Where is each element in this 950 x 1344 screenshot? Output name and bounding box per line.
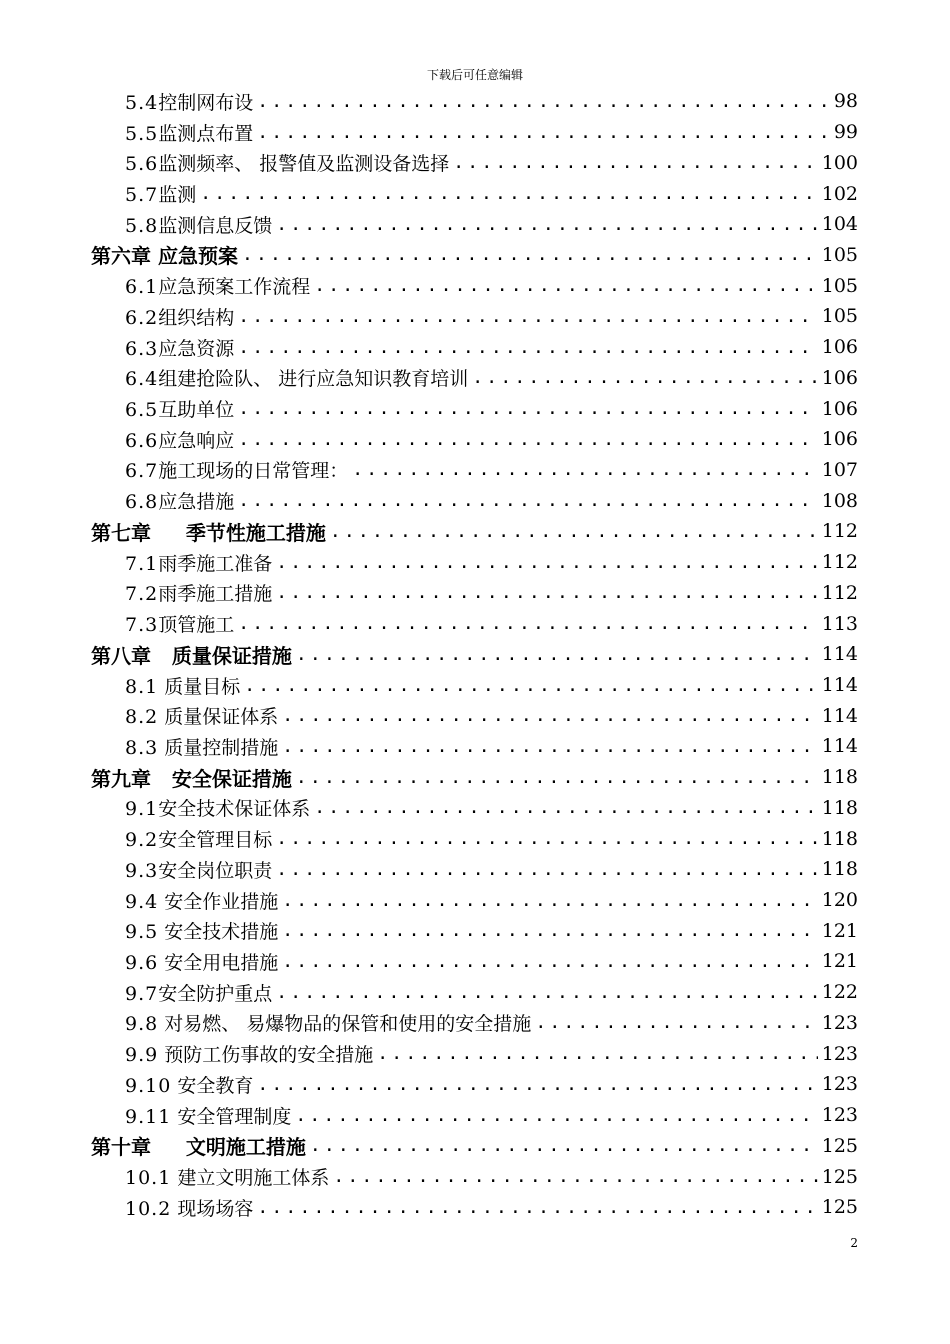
toc-dot-leader — [282, 920, 817, 941]
toc-entry-title — [91, 240, 238, 269]
toc-page-number: 121 — [821, 919, 858, 942]
toc-entry-number: 9.6 — [125, 951, 159, 974]
toc-page-number: 112 — [821, 520, 858, 543]
toc-section-entry[interactable] — [0, 915, 950, 946]
toc-entry-number: 5.4 — [125, 91, 159, 114]
toc-entry-title — [125, 119, 253, 146]
toc-entry-title — [125, 303, 234, 330]
toc-entry-title — [125, 1071, 253, 1098]
toc-entry-text: 质量目标 — [158, 675, 241, 698]
toc-entry-number: 第六章 — [91, 244, 151, 269]
toc-entry-number: 6.8 — [125, 491, 159, 514]
toc-entry-title — [125, 702, 278, 729]
toc-entry-title — [125, 856, 272, 883]
toc-dot-leader — [276, 982, 818, 1003]
toc-entry-text: 应急措施 — [158, 491, 235, 514]
toc-section-entry[interactable] — [0, 332, 950, 363]
toc-entry-title — [125, 395, 234, 422]
toc-section-entry[interactable] — [0, 393, 950, 424]
toc-section-entry[interactable] — [0, 977, 950, 1008]
toc-entry-title — [125, 180, 196, 207]
page-header: 下载后可任意编辑 — [426, 68, 523, 82]
toc-section-entry[interactable] — [0, 209, 950, 240]
toc-dot-leader — [333, 1166, 817, 1187]
toc-entry-text: 雨季施工准备 — [158, 552, 273, 575]
page-number: 2 — [850, 1236, 858, 1250]
toc-section-entry[interactable] — [0, 270, 950, 301]
toc-dot-leader — [330, 521, 818, 542]
toc-page-number: 125 — [821, 1165, 858, 1188]
toc-page-number: 114 — [821, 704, 858, 727]
toc-entry-title — [125, 364, 468, 391]
toc-entry-text: 监测信息反馈 — [158, 214, 273, 237]
toc-dot-leader — [296, 644, 818, 665]
toc-entry-text: 互助单位 — [158, 399, 235, 422]
toc-dot-leader — [535, 1012, 817, 1033]
toc-dot-leader — [314, 797, 818, 818]
toc-section-entry[interactable] — [0, 946, 950, 977]
toc-entry-text: 质量保证体系 — [158, 706, 279, 729]
toc-entry-title — [91, 1131, 306, 1160]
toc-entry-number: 第十章 — [91, 1135, 151, 1160]
toc-entry-text: 质量控制措施 — [158, 736, 279, 759]
toc-dot-leader — [238, 490, 818, 511]
toc-entry-text: 安全管理制度 — [171, 1105, 292, 1128]
toc-dot-leader — [238, 306, 818, 327]
toc-page-number: 114 — [821, 674, 858, 697]
toc-entry-text: 控制网布设 — [158, 91, 254, 114]
toc-entry-title — [125, 1194, 253, 1221]
toc-dot-leader — [257, 122, 830, 143]
toc-page-number: 125 — [821, 1134, 858, 1157]
toc-page-number: 102 — [821, 182, 858, 205]
toc-entry-text: 安全管理目标 — [158, 829, 273, 852]
toc-chapter-entry[interactable] — [0, 1130, 950, 1161]
toc-entry-text: 安全教育 — [171, 1074, 254, 1097]
toc-dot-leader — [276, 214, 818, 235]
toc-dot-leader — [377, 1043, 817, 1064]
toc-section-entry[interactable] — [0, 1008, 950, 1039]
toc-page-number: 107 — [821, 458, 858, 481]
toc-page-number: 113 — [821, 612, 858, 635]
toc-entry-title — [125, 88, 253, 115]
toc-page-number: 106 — [821, 336, 858, 359]
toc-entry-text: 雨季施工措施 — [158, 583, 273, 606]
toc-section-entry[interactable] — [0, 1038, 950, 1069]
toc-section-entry[interactable] — [0, 1069, 950, 1100]
toc-page-number: 98 — [833, 90, 858, 113]
toc-entry-text: 安全技术措施 — [158, 921, 279, 944]
toc-entry-text: 季节性施工措施 — [151, 520, 326, 545]
toc-entry-text: 监测点布置 — [158, 122, 254, 145]
toc-entry-number: 7.3 — [125, 614, 159, 637]
toc-entry-title — [125, 610, 234, 637]
toc-page-number: 112 — [821, 551, 858, 574]
toc-dot-leader — [257, 1074, 817, 1095]
toc-page-number: 122 — [821, 981, 858, 1004]
toc-entry-title — [125, 979, 272, 1006]
toc-dot-leader — [282, 951, 817, 972]
toc-entry-number: 第七章 — [91, 520, 151, 545]
toc-entry-title — [125, 456, 348, 483]
toc-section-entry[interactable] — [0, 793, 950, 824]
toc-chapter-entry[interactable] — [0, 762, 950, 793]
toc-entry-title — [125, 672, 240, 699]
toc-page-number: 120 — [821, 889, 858, 912]
toc-entry-title — [125, 149, 449, 176]
toc-entry-text: 监测 — [158, 184, 197, 207]
toc-page-number: 104 — [821, 213, 858, 236]
toc-entry-title — [125, 549, 272, 576]
toc-entry-number: 9.1 — [125, 798, 159, 821]
toc-entry-number: 9.11 — [125, 1105, 172, 1128]
toc-page-number: 100 — [821, 151, 858, 174]
toc-section-entry[interactable] — [0, 1161, 950, 1192]
toc-dot-leader — [276, 582, 818, 603]
toc-entry-number: 8.2 — [125, 706, 159, 729]
toc-page-number: 114 — [821, 643, 858, 666]
toc-entry-number: 9.2 — [125, 829, 159, 852]
table-of-contents — [0, 86, 950, 1223]
toc-entry-number: 10.2 — [125, 1197, 172, 1220]
toc-chapter-entry[interactable] — [0, 240, 950, 271]
toc-dot-leader — [282, 736, 817, 757]
toc-dot-leader — [296, 767, 818, 788]
toc-page-number: 112 — [821, 581, 858, 604]
toc-page-number: 121 — [821, 950, 858, 973]
toc-entry-number: 5.5 — [125, 122, 159, 145]
toc-page-number: 114 — [821, 735, 858, 758]
toc-section-entry[interactable] — [0, 823, 950, 854]
toc-entry-number: 6.5 — [125, 399, 159, 422]
toc-entry-text: 对易燃、 易爆物品的保管和使用的安全措施 — [158, 1013, 532, 1036]
toc-page-number: 106 — [821, 428, 858, 451]
toc-page-number: 105 — [821, 274, 858, 297]
toc-entry-text: 安全用电措施 — [158, 951, 279, 974]
toc-dot-leader — [310, 1135, 818, 1156]
toc-entry-title — [125, 1163, 329, 1190]
toc-entry-number: 9.3 — [125, 859, 159, 882]
toc-entry-title — [125, 1102, 291, 1129]
toc-entry-number: 9.5 — [125, 921, 159, 944]
toc-section-entry[interactable] — [0, 700, 950, 731]
toc-entry-title — [91, 517, 326, 546]
toc-entry-text: 应急预案 — [151, 244, 238, 269]
toc-section-entry[interactable] — [0, 731, 950, 762]
toc-page-number: 108 — [821, 489, 858, 512]
toc-entry-number: 9.7 — [125, 982, 159, 1005]
toc-dot-leader — [276, 828, 818, 849]
toc-section-entry[interactable] — [0, 424, 950, 455]
toc-entry-text: 现场场容 — [171, 1197, 254, 1220]
toc-page-number: 123 — [821, 1042, 858, 1065]
toc-section-entry[interactable] — [0, 147, 950, 178]
toc-entry-title — [125, 917, 278, 944]
toc-dot-leader — [282, 890, 817, 911]
toc-dot-leader — [282, 705, 817, 726]
toc-section-entry[interactable] — [0, 885, 950, 916]
toc-entry-text: 安全作业措施 — [158, 890, 279, 913]
toc-entry-number: 9.9 — [125, 1044, 159, 1067]
toc-entry-title — [125, 948, 278, 975]
toc-entry-text: 预防工伤事故的安全措施 — [158, 1044, 374, 1067]
toc-entry-number: 6.3 — [125, 337, 159, 360]
toc-dot-leader — [257, 91, 830, 112]
toc-entry-number: 6.1 — [125, 276, 159, 299]
toc-page-number: 99 — [833, 121, 858, 144]
toc-section-entry[interactable] — [0, 608, 950, 639]
toc-chapter-entry[interactable] — [0, 639, 950, 670]
toc-entry-number: 5.6 — [125, 153, 159, 176]
toc-section-entry[interactable] — [0, 854, 950, 885]
toc-page-number: 123 — [821, 1011, 858, 1034]
toc-dot-leader — [472, 367, 817, 388]
toc-entry-title — [125, 211, 272, 238]
toc-page-number: 118 — [821, 858, 858, 881]
toc-page-number: 118 — [821, 766, 858, 789]
toc-section-entry[interactable] — [0, 578, 950, 609]
toc-entry-text: 组建抢险队、 进行应急知识教育培训 — [158, 368, 469, 391]
toc-entry-number: 9.10 — [125, 1074, 172, 1097]
toc-entry-text: 质量保证措施 — [151, 643, 292, 668]
toc-page-number: 125 — [821, 1196, 858, 1219]
toc-page-number: 118 — [821, 827, 858, 850]
toc-entry-text: 建立文明施工体系 — [171, 1167, 330, 1190]
toc-section-entry[interactable] — [0, 547, 950, 578]
toc-entry-title — [91, 640, 292, 669]
toc-entry-number: 6.4 — [125, 368, 159, 391]
toc-entry-title — [125, 794, 310, 821]
toc-dot-leader — [314, 275, 818, 296]
toc-entry-title — [125, 825, 272, 852]
toc-dot-leader — [238, 398, 818, 419]
toc-entry-number: 7.1 — [125, 552, 159, 575]
toc-entry-text: 应急响应 — [158, 429, 235, 452]
toc-dot-leader — [295, 1105, 817, 1126]
toc-entry-text: 文明施工措施 — [151, 1135, 306, 1160]
toc-entry-title — [125, 579, 272, 606]
toc-section-entry[interactable] — [0, 1100, 950, 1131]
toc-entry-text: 顶管施工 — [158, 614, 235, 637]
toc-entry-text: 应急资源 — [158, 337, 235, 360]
toc-page-number: 123 — [821, 1104, 858, 1127]
toc-dot-leader — [238, 337, 818, 358]
toc-dot-leader — [276, 859, 818, 880]
toc-entry-number: 9.4 — [125, 890, 159, 913]
toc-entry-text: 安全岗位职责 — [158, 859, 273, 882]
toc-dot-leader — [453, 152, 817, 173]
toc-dot-leader — [276, 552, 818, 573]
toc-entry-text: 组织结构 — [158, 306, 235, 329]
toc-section-entry[interactable] — [0, 670, 950, 701]
toc-entry-number: 5.8 — [125, 214, 159, 237]
toc-entry-number: 8.3 — [125, 736, 159, 759]
toc-page-number: 105 — [821, 243, 858, 266]
toc-entry-text: 施工现场的日常管理： — [158, 460, 349, 483]
toc-page-number: 106 — [821, 397, 858, 420]
toc-entry-text: 安全防护重点 — [158, 982, 273, 1005]
toc-entry-number: 5.7 — [125, 184, 159, 207]
toc-entry-title — [125, 272, 310, 299]
toc-entry-number: 8.1 — [125, 675, 159, 698]
toc-section-entry[interactable] — [0, 86, 950, 117]
toc-dot-leader — [244, 675, 817, 696]
toc-entry-title — [125, 733, 278, 760]
toc-section-entry[interactable] — [0, 455, 950, 486]
toc-section-entry[interactable] — [0, 178, 950, 209]
toc-page-number: 123 — [821, 1073, 858, 1096]
toc-section-entry[interactable] — [0, 301, 950, 332]
toc-dot-leader — [257, 1197, 817, 1218]
toc-dot-leader — [352, 459, 818, 480]
toc-entry-title — [91, 763, 292, 792]
toc-dot-leader — [238, 429, 818, 450]
toc-entry-title — [125, 426, 234, 453]
toc-entry-text: 监测频率、 报警值及监测设备选择 — [158, 153, 450, 176]
toc-entry-number: 7.2 — [125, 583, 159, 606]
toc-entry-number: 9.8 — [125, 1013, 159, 1036]
toc-entry-number: 6.7 — [125, 460, 159, 483]
toc-entry-title — [125, 1009, 531, 1036]
toc-entry-text: 安全保证措施 — [151, 766, 292, 791]
toc-dot-leader — [242, 244, 818, 265]
toc-page-number: 105 — [821, 305, 858, 328]
toc-entry-number: 6.2 — [125, 306, 159, 329]
toc-entry-number: 10.1 — [125, 1167, 172, 1190]
toc-section-entry[interactable] — [0, 117, 950, 148]
toc-section-entry[interactable] — [0, 1192, 950, 1223]
toc-entry-text: 应急预案工作流程 — [158, 276, 311, 299]
toc-section-entry[interactable] — [0, 362, 950, 393]
toc-chapter-entry[interactable] — [0, 516, 950, 547]
toc-entry-number: 6.6 — [125, 429, 159, 452]
toc-entry-number: 第八章 — [91, 643, 151, 668]
toc-page-number: 106 — [821, 366, 858, 389]
toc-dot-leader — [200, 183, 818, 204]
toc-page-number: 118 — [821, 796, 858, 819]
toc-entry-title — [125, 334, 234, 361]
toc-entry-title — [125, 887, 278, 914]
toc-entry-text: 安全技术保证体系 — [158, 798, 311, 821]
toc-entry-number: 第九章 — [91, 766, 151, 791]
toc-dot-leader — [238, 613, 818, 634]
toc-entry-title — [125, 487, 234, 514]
toc-entry-title — [125, 1040, 373, 1067]
toc-section-entry[interactable] — [0, 485, 950, 516]
